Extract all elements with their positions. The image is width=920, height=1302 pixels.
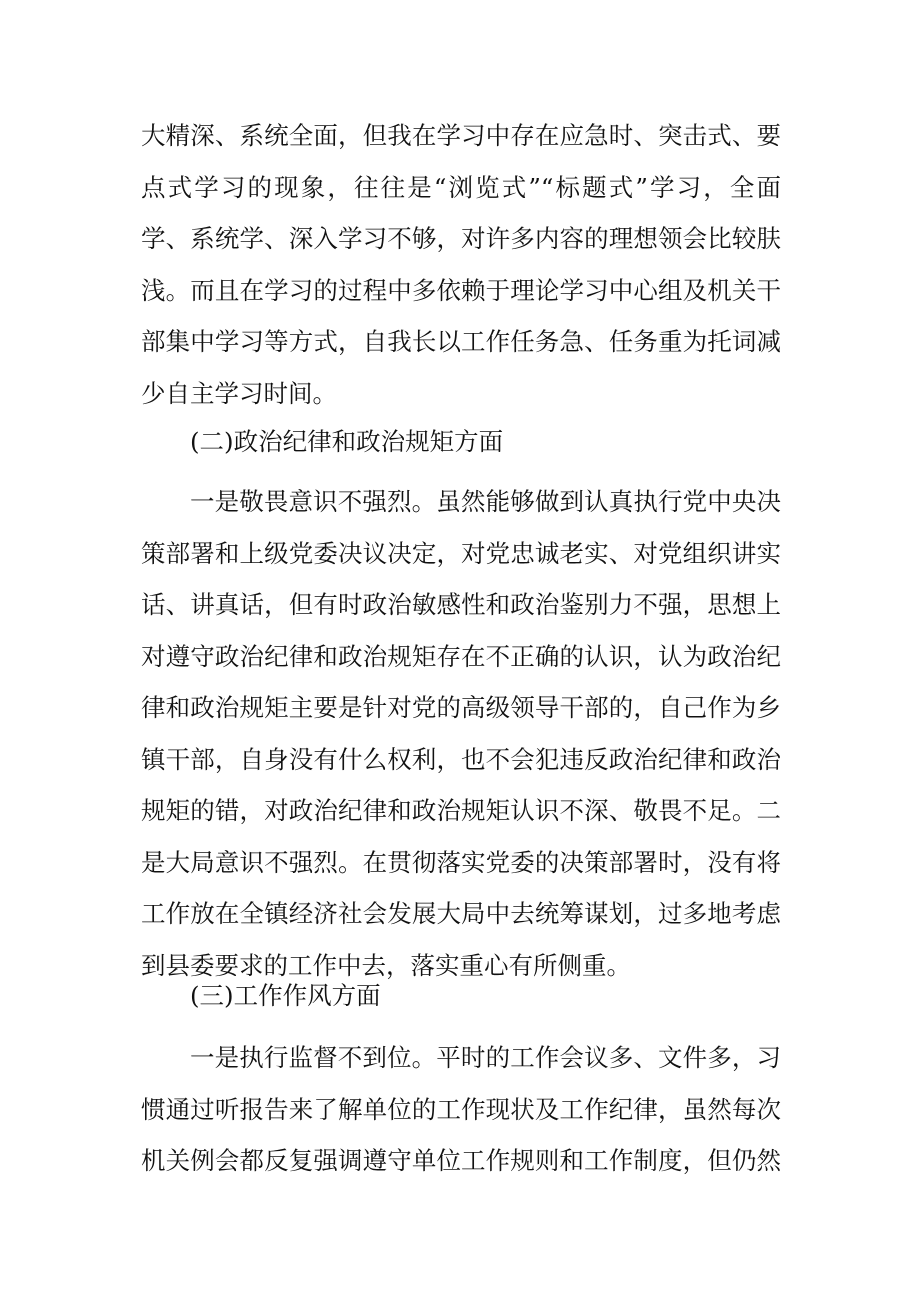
- text-line: 学、系统学、深入学习不够，对许多内容的理想领会比较肤: [141, 224, 781, 253]
- paragraph-work-style: [141, 1032, 781, 1187]
- text-line: 话、讲真话，但有时政治敏感性和政治鉴别力不强，思想上: [141, 590, 781, 619]
- text-line: 是大局意识不强烈。在贯彻落实党委的决策部署时，没有将: [141, 847, 781, 877]
- section-heading-political-discipline: (二)政治纪律和政治规矩方面: [190, 427, 504, 456]
- text-line: 部集中学习等方式，自我长以工作任务急、任务重为托词减: [141, 327, 781, 356]
- text-line: 工作放在全镇经济社会发展大局中去统筹谋划，过多地考虑: [141, 899, 781, 928]
- text-line: 策部署和上级党委决议决定，对党忠诚老实、对党组织讲实: [141, 538, 781, 568]
- text-line: 镇干部，自身没有什么权利，也不会犯违反政治纪律和政治: [141, 744, 781, 774]
- paragraph-study: [141, 110, 781, 419]
- text-line: 律和政治规矩主要是针对党的高级领导干部的，自己作为乡: [141, 693, 781, 722]
- text-line: 惯通过听报告来了解单位的工作现状及工作纪律，虽然每次: [141, 1094, 781, 1124]
- text-line: 对遵守政治纪律和政治规矩存在不正确的认识，认为政治纪: [141, 641, 781, 671]
- text-line: 机关例会都反复强调遵守单位工作规则和工作制度，但仍然: [141, 1146, 781, 1175]
- text-line: 到县委要求的工作中去，落实重心有所侧重。: [141, 950, 631, 980]
- text-line: 规矩的错，对政治纪律和政治规矩认识不深、敬畏不足。二: [141, 796, 781, 825]
- text-line: 浅。而且在学习的过程中多依赖于理论学习中心组及机关干: [141, 275, 781, 305]
- section-heading-work-style: (三)工作作风方面: [190, 981, 381, 1010]
- text-line: 大精深、系统全面，但我在学习中存在应急时、突击式、要: [141, 121, 781, 150]
- text-line: 点式学习的现象，往往是“浏览式”“标题式”学习，全面: [141, 172, 781, 202]
- text-line: 一是执行监督不到位。平时的工作会议多、文件多，习: [190, 1043, 781, 1072]
- text-line: 少自主学习时间。: [141, 378, 337, 408]
- text-line: 一是敬畏意识不强烈。虽然能够做到认真执行党中央决: [190, 487, 781, 516]
- paragraph-political-discipline: [141, 476, 781, 991]
